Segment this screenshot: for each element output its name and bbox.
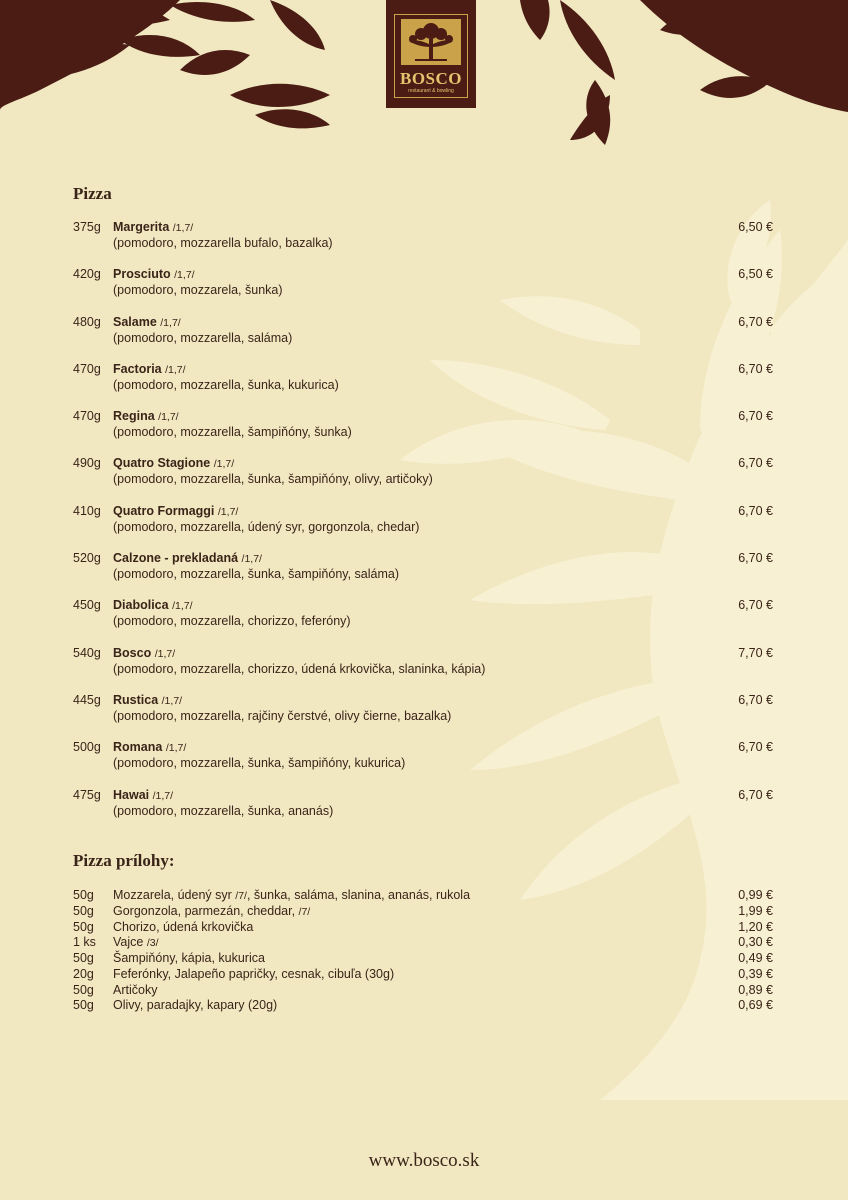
item-description: (pomodoro, mozzarella, chorizzo, feferóny)	[113, 614, 351, 629]
extra-price: 0,89 €	[738, 982, 773, 997]
extra-item	[73, 888, 773, 904]
extra-name	[113, 951, 265, 968]
dark-leaves-top-right	[520, 0, 848, 145]
item-name-text: Factoria	[113, 361, 162, 376]
extra-item	[73, 951, 773, 967]
item-name-text: Diabolica	[113, 598, 169, 613]
item-description: (pomodoro, mozzarella, chorizzo, údená krkovička, slaninka, kápia)	[113, 661, 486, 676]
item-weight: 445g	[73, 692, 101, 707]
item-allergens: /1,7/	[165, 742, 187, 755]
extra-weight: 50g	[73, 982, 94, 997]
item-price: 6,70 €	[738, 598, 773, 613]
item-name	[113, 219, 193, 236]
item-allergens: /1,7/	[165, 363, 186, 376]
extra-name	[113, 983, 157, 1000]
pizza-section-title: Pizza	[73, 184, 112, 203]
website-link[interactable]: www.bosco.sk	[368, 1150, 480, 1171]
item-weight: 480g	[73, 314, 101, 329]
item-description: (pomodoro, mozzarella, šampiňóny, šunka)	[113, 425, 352, 440]
item-price: 6,70 €	[738, 551, 773, 566]
extra-name	[113, 888, 470, 905]
item-name	[113, 266, 195, 283]
item-price: 6,70 €	[738, 692, 773, 707]
extra-text: Vajce	[113, 935, 147, 950]
item-description: (pomodoro, mozzarella, saláma)	[113, 330, 293, 345]
menu-item	[73, 361, 773, 408]
item-allergens: /1,7/	[213, 458, 235, 471]
extra-text: Feferónky, Jalapeño papričky, cesnak, cibuľa (30g)	[113, 966, 395, 981]
menu-item	[73, 787, 773, 834]
menu-item	[73, 550, 773, 597]
item-price: 6,70 €	[738, 787, 773, 802]
menu-item	[73, 645, 773, 692]
extras-section-title: Pizza prílohy:	[73, 851, 175, 870]
extra-name	[113, 920, 253, 937]
item-weight: 375g	[73, 220, 101, 234]
item-description: (pomodoro, mozzarella, šunka, šampiňóny, olivy, artičoky)	[113, 472, 433, 487]
item-price: 6,50 €	[738, 220, 773, 234]
extras-list	[73, 888, 773, 1014]
item-allergens: /1,7/	[158, 411, 179, 424]
item-name	[113, 692, 182, 709]
extra-price: 1,20 €	[738, 919, 773, 934]
item-allergens: /1,7/	[217, 505, 239, 518]
extra-name	[113, 904, 310, 921]
menu-item	[73, 219, 773, 266]
item-name-text: Romana	[113, 740, 163, 755]
item-price: 6,70 €	[738, 409, 773, 424]
brand-logo	[386, 0, 476, 108]
item-name	[113, 455, 234, 472]
extra-weight: 50g	[73, 888, 94, 902]
extra-text: Mozzarela, údený syr	[113, 888, 236, 902]
item-weight: 470g	[73, 361, 101, 376]
item-name-text: Quatro Stagione	[113, 456, 211, 471]
menu-item	[73, 503, 773, 550]
item-price: 6,50 €	[738, 267, 773, 282]
extra-price: 1,99 €	[738, 903, 773, 918]
item-description: (pomodoro, mozzarella, šunka, šampiňóny, saláma)	[113, 567, 400, 582]
item-allergens: /1,7/	[172, 222, 194, 234]
logo-tagline: restaurant & bowling	[408, 88, 454, 94]
extra-price: 0,69 €	[738, 998, 773, 1013]
item-price: 6,70 €	[738, 361, 773, 376]
dark-leaves-top-left	[0, 0, 330, 128]
item-name	[113, 314, 181, 331]
menu-item	[73, 692, 773, 739]
item-allergens: /1,7/	[241, 553, 262, 566]
item-name-text: Margerita	[113, 220, 170, 234]
extra-price: 0,30 €	[738, 935, 773, 950]
item-description: (pomodoro, mozzarella, šunka, šampiňóny, kukurica)	[113, 756, 406, 771]
item-allergens: /1,7/	[160, 316, 181, 329]
menu-item	[73, 314, 773, 361]
item-weight: 450g	[73, 598, 101, 613]
extra-text-after: , šunka, saláma, slanina, ananás, rukola	[246, 888, 471, 902]
item-name-text: Quatro Formaggi	[113, 503, 215, 518]
item-description: (pomodoro, mozzarella, údený syr, gorgonzola, chedar)	[113, 519, 420, 534]
item-price: 7,70 €	[738, 645, 773, 660]
extra-item	[73, 920, 773, 936]
item-name-text: Prosciuto	[113, 267, 171, 282]
item-name-text: Bosco	[113, 645, 152, 660]
extra-allergens: /3/	[146, 937, 159, 950]
item-weight: 500g	[73, 740, 101, 755]
item-allergens: /1,7/	[161, 694, 183, 707]
extra-item	[73, 935, 773, 951]
extra-name	[113, 935, 159, 952]
extra-text: Chorizo, údená krkovička	[113, 919, 254, 934]
extra-item	[73, 998, 773, 1014]
item-name	[113, 408, 179, 425]
item-name-text: Hawai	[113, 787, 150, 802]
extra-text: Šampiňóny, kápia, kukurica	[113, 951, 265, 965]
item-weight: 410g	[73, 503, 101, 518]
item-name	[113, 597, 193, 614]
extra-item	[73, 904, 773, 920]
item-allergens: /1,7/	[174, 269, 195, 282]
item-name-text: Salame	[113, 314, 157, 329]
item-allergens: /1,7/	[152, 789, 174, 802]
extra-price: 0,49 €	[738, 951, 773, 965]
item-weight: 470g	[73, 409, 101, 424]
extra-weight: 50g	[73, 951, 94, 965]
pizza-menu-list	[73, 219, 773, 834]
extra-weight: 20g	[73, 966, 94, 981]
menu-item	[73, 266, 773, 313]
menu-item	[73, 597, 773, 644]
extra-text: Gorgonzola, parmezán, cheddar,	[113, 903, 299, 918]
logo-frame	[394, 14, 468, 98]
item-price: 6,70 €	[738, 456, 773, 471]
extra-text: Artičoky	[113, 982, 158, 997]
extra-weight: 50g	[73, 919, 94, 934]
extra-allergens: /7/	[298, 905, 311, 918]
item-weight: 420g	[73, 267, 101, 282]
item-allergens: /1,7/	[154, 647, 176, 660]
item-name	[113, 550, 262, 567]
extra-name	[113, 998, 277, 1015]
extra-item	[73, 983, 773, 999]
item-description: (pomodoro, mozzarella, rajčiny čerstvé, olivy čierne, bazalka)	[113, 708, 452, 723]
item-weight: 520g	[73, 551, 101, 566]
item-name	[113, 739, 186, 756]
item-name-text: Regina	[113, 409, 155, 424]
extra-allergens: /7/	[235, 890, 247, 902]
item-weight: 475g	[73, 787, 101, 802]
extra-price: 0,99 €	[738, 888, 773, 902]
menu-item	[73, 455, 773, 502]
item-allergens: /1,7/	[172, 600, 193, 613]
menu-item	[73, 408, 773, 455]
tree-icon	[395, 15, 467, 69]
item-name-text: Calzone - prekladaná	[113, 551, 239, 566]
logo-name: BOSCO	[399, 69, 463, 88]
item-name	[113, 645, 175, 662]
item-name	[113, 361, 186, 378]
item-weight: 540g	[73, 645, 101, 660]
item-description: (pomodoro, mozzarella, šunka, kukurica)	[113, 377, 339, 392]
item-description: (pomodoro, mozzarela, šunka)	[113, 283, 283, 298]
item-name	[113, 787, 173, 804]
extra-weight: 50g	[73, 903, 94, 918]
item-description: (pomodoro, mozzarella bufalo, bazalka)	[113, 236, 333, 250]
item-price: 6,70 €	[738, 740, 773, 755]
item-price: 6,70 €	[738, 314, 773, 329]
item-description: (pomodoro, mozzarella, šunka, ananás)	[113, 803, 334, 818]
item-price: 6,70 €	[738, 503, 773, 518]
extra-weight: 1 ks	[73, 935, 96, 950]
item-name	[113, 503, 238, 520]
menu-item	[73, 739, 773, 786]
extra-item	[73, 967, 773, 983]
item-name-text: Rustica	[113, 692, 159, 707]
item-weight: 490g	[73, 456, 101, 471]
extra-name	[113, 967, 394, 984]
extra-text: Olivy, paradajky, kapary (20g)	[113, 998, 278, 1013]
extra-weight: 50g	[73, 998, 94, 1013]
extra-price: 0,39 €	[738, 966, 773, 981]
